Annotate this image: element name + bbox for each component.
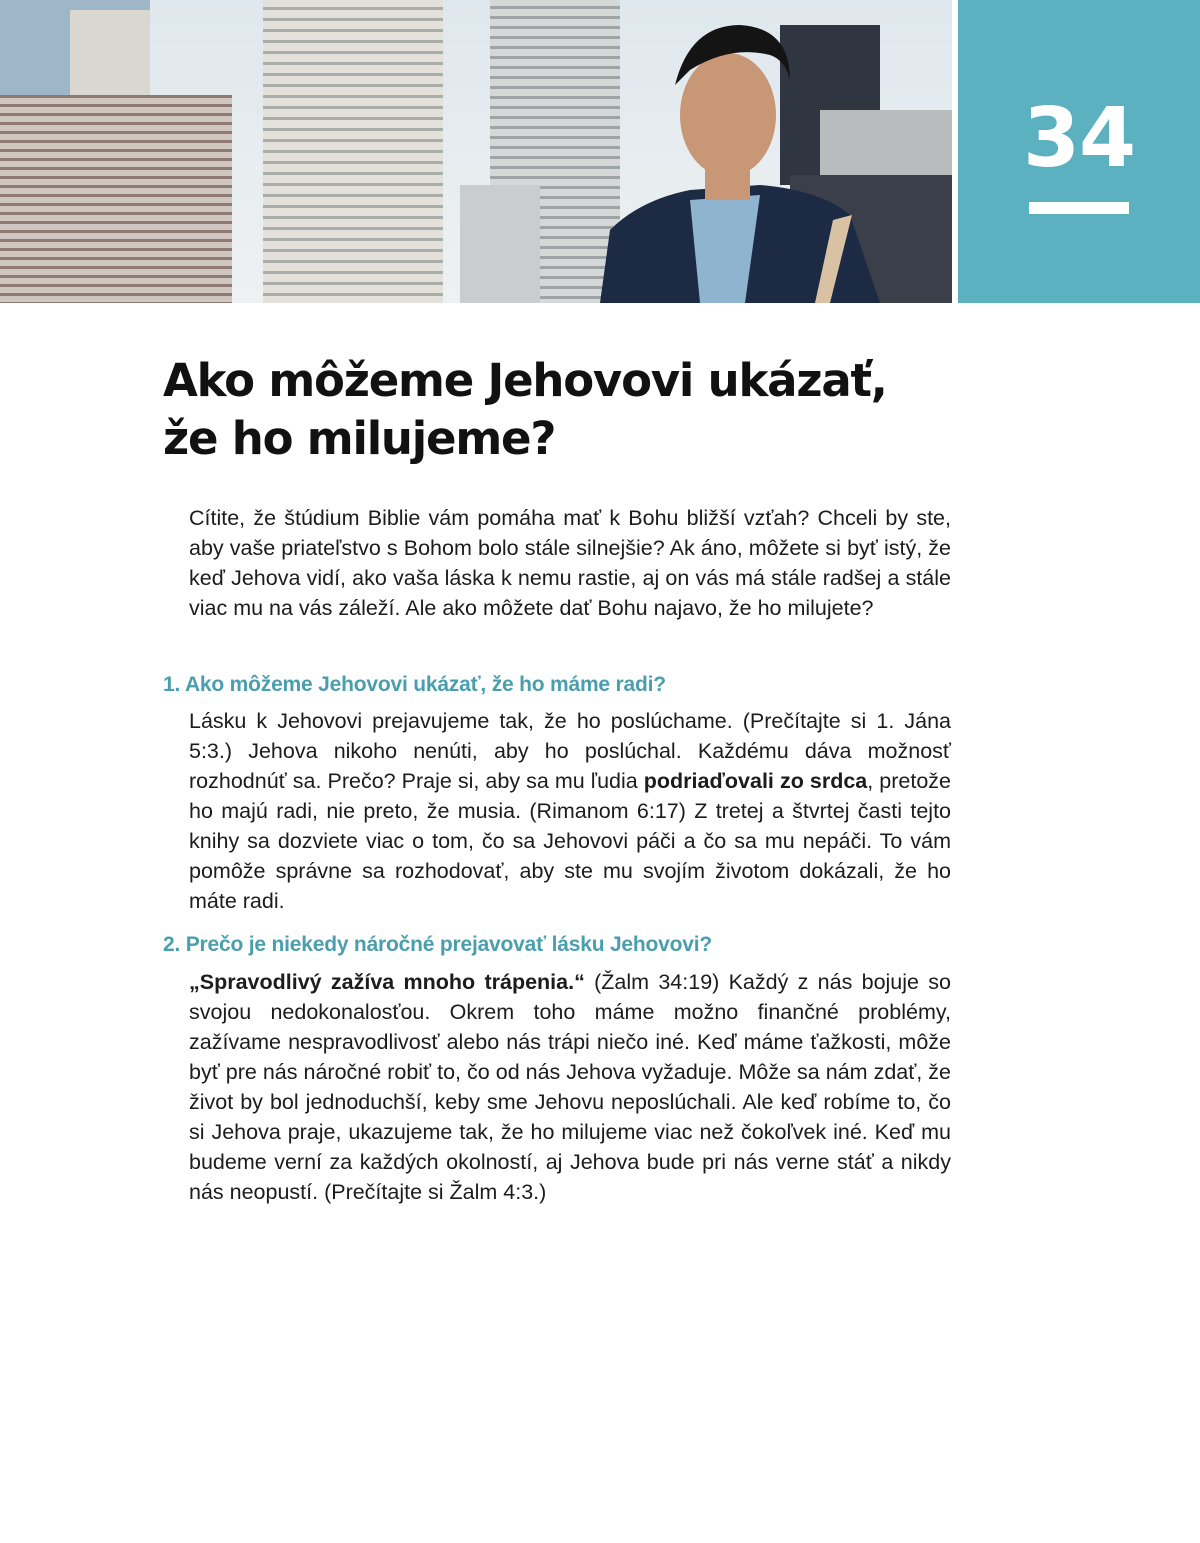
section-2-body: [189, 967, 951, 1207]
section-1-body: [189, 706, 951, 916]
title-line-2: že ho milujeme?: [163, 412, 556, 465]
section-1-text-a: Lásku k Jehovovi prejavujeme tak, že ho poslúchame. (Prečítajte si 1. Jána 5:3.) Jehova nikoho nenúti, aby ho poslúchal. Každému dáva možnosť rozhodnúť sa. Prečo? Praje si, aby sa mu ľudia: [189, 709, 951, 793]
section-1-heading: 1. Ako môžeme Jehovovi ukázať, že ho máme radi?: [163, 673, 666, 696]
section-1-emphasis: podriaďovali zo srdca: [643, 769, 868, 793]
hero-photo: [0, 0, 952, 303]
chapter-number-box: [958, 0, 1200, 303]
section-2-text: (Žalm 34:19) Každý z nás bojuje so svojou nedokonalosťou. Okrem toho máme možno finančné problémy, zažívame nespravodlivosť alebo nás trápi niečo iné. Keď máme ťažkosti, môže byť pre nás náročné robiť to, čo od nás Jehova vyžaduje. Môže sa nám zdať, že život by bol jednoduchší, keby sme Jehovu neposlúchali. Ale keď robíme to, čo si Jehova praje, ukazujeme tak, že ho milujeme viac než čokoľvek iné. Keď mu budeme verní za každých okolností, aj Jehova bude pri nás verne stáť a nikdy nás neopustí. (Prečítajte si Žalm 4:3.): [189, 970, 951, 1204]
city-portrait-illustration: [0, 0, 952, 303]
intro-paragraph: Cítite, že štúdium Biblie vám pomáha mať k Bohu bližší vzťah? Chceli by ste, aby vaše priateľstvo s Bohom bolo stále silnejšie? Ak áno, môžete si byť istý, že keď Jehova vidí, ako vaša láska k nemu rastie, aj on vás má stále radšej a stále viac mu na vás záleží. Ale ako môžete dať Bohu najavo, že ho milujete?: [189, 506, 951, 620]
section-2-quote: „Spravodlivý zažíva mnoho trápenia.“: [189, 970, 585, 994]
page-title: [163, 352, 963, 468]
title-line-1: Ako môžeme Jehovovi ukázať,: [163, 354, 887, 407]
section-1-text-b: , pretože ho majú radi, nie preto, že musia. (Rimanom 6:17) Z tretej a štvrtej časti tejto knihy sa dozviete viac o tom, čo sa Jehovovi páči a čo sa mu nepáči. To vám pomôže správne sa rozhodovať, aby ste mu svojím životom dokázali, že ho máte radi.: [189, 769, 951, 913]
chapter-number: 34: [1022, 91, 1136, 186]
section-2-heading: 2. Prečo je niekedy náročné prejavovať lásku Jehovovi?: [163, 933, 713, 956]
chapter-underline: [1029, 202, 1129, 214]
